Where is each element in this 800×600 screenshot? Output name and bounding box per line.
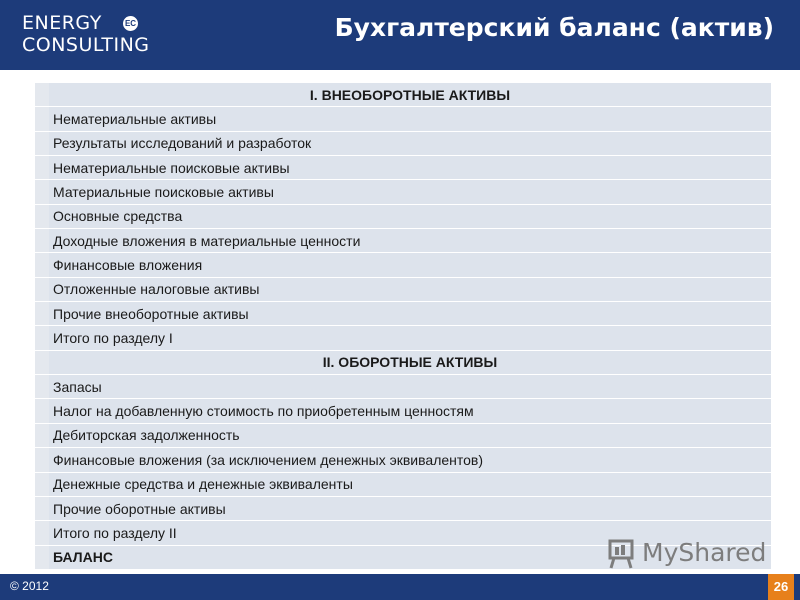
line-item: Прочие внеоборотные активы (49, 302, 771, 326)
row-gutter (35, 545, 49, 569)
row-gutter (35, 326, 49, 350)
line-item: Доходные вложения в материальные ценности (49, 229, 771, 253)
row-gutter (35, 375, 49, 399)
table-row (35, 472, 771, 496)
row-gutter (35, 496, 49, 520)
section-title: II. ОБОРОТНЫЕ АКТИВЫ (49, 350, 771, 374)
line-item: Дебиторская задолженность (49, 423, 771, 447)
row-gutter (35, 350, 49, 374)
line-item: Финансовые вложения (за исключением денежных эквивалентов) (49, 448, 771, 472)
row-gutter (35, 302, 49, 326)
page-number-badge: 26 (768, 574, 794, 600)
line-item: Нематериальные поисковые активы (49, 156, 771, 180)
table-row (35, 156, 771, 180)
table-row (35, 131, 771, 155)
section-header-row (35, 350, 771, 374)
balance-total-label: БАЛАНС (49, 545, 771, 569)
row-gutter (35, 180, 49, 204)
logo-text-line1: ENERGY (22, 12, 102, 34)
line-item: Материальные поисковые активы (49, 180, 771, 204)
row-gutter (35, 83, 49, 107)
table-row (35, 496, 771, 520)
table-row (35, 229, 771, 253)
table-row (35, 253, 771, 277)
logo-text-line2: CONSULTING (22, 34, 150, 56)
row-gutter (35, 204, 49, 228)
table-row (35, 399, 771, 423)
slide-title: Бухгалтерский баланс (актив) (334, 13, 774, 42)
row-gutter (35, 156, 49, 180)
section-title: I. ВНЕОБОРОТНЫЕ АКТИВЫ (49, 83, 771, 107)
line-item: Налог на добавленную стоимость по приобретенным ценностям (49, 399, 771, 423)
header-bar (0, 0, 800, 70)
row-gutter (35, 472, 49, 496)
watermark-text: MyShared (642, 538, 767, 567)
balance-table (35, 83, 771, 570)
table-row (35, 277, 771, 301)
line-item: Основные средства (49, 204, 771, 228)
row-gutter (35, 253, 49, 277)
row-gutter (35, 229, 49, 253)
table-row (35, 448, 771, 472)
row-gutter (35, 107, 49, 131)
table-row (35, 423, 771, 447)
row-gutter (35, 448, 49, 472)
row-gutter (35, 277, 49, 301)
table-row (35, 107, 771, 131)
line-item: Прочие оборотные активы (49, 496, 771, 520)
footer-bar (0, 574, 800, 600)
company-logo (22, 12, 150, 56)
row-gutter (35, 521, 49, 545)
line-item: Запасы (49, 375, 771, 399)
line-item: Отложенные налоговые активы (49, 277, 771, 301)
line-item: Результаты исследований и разработок (49, 131, 771, 155)
line-item: Нематериальные активы (49, 107, 771, 131)
presentation-board-icon (606, 536, 640, 570)
watermark (606, 536, 766, 570)
row-gutter (35, 423, 49, 447)
subtotal-row (35, 326, 771, 350)
table-row (35, 180, 771, 204)
table-row (35, 302, 771, 326)
copyright-text: © 2012 (10, 579, 49, 593)
line-item: Финансовые вложения (49, 253, 771, 277)
row-gutter (35, 399, 49, 423)
line-item: Итого по разделу II (49, 521, 771, 545)
line-item: Итого по разделу I (49, 326, 771, 350)
table-row (35, 375, 771, 399)
table-row (35, 204, 771, 228)
logo-mark-icon: EC (123, 16, 138, 31)
row-gutter (35, 131, 49, 155)
section-header-row (35, 83, 771, 107)
line-item: Денежные средства и денежные эквиваленты (49, 472, 771, 496)
